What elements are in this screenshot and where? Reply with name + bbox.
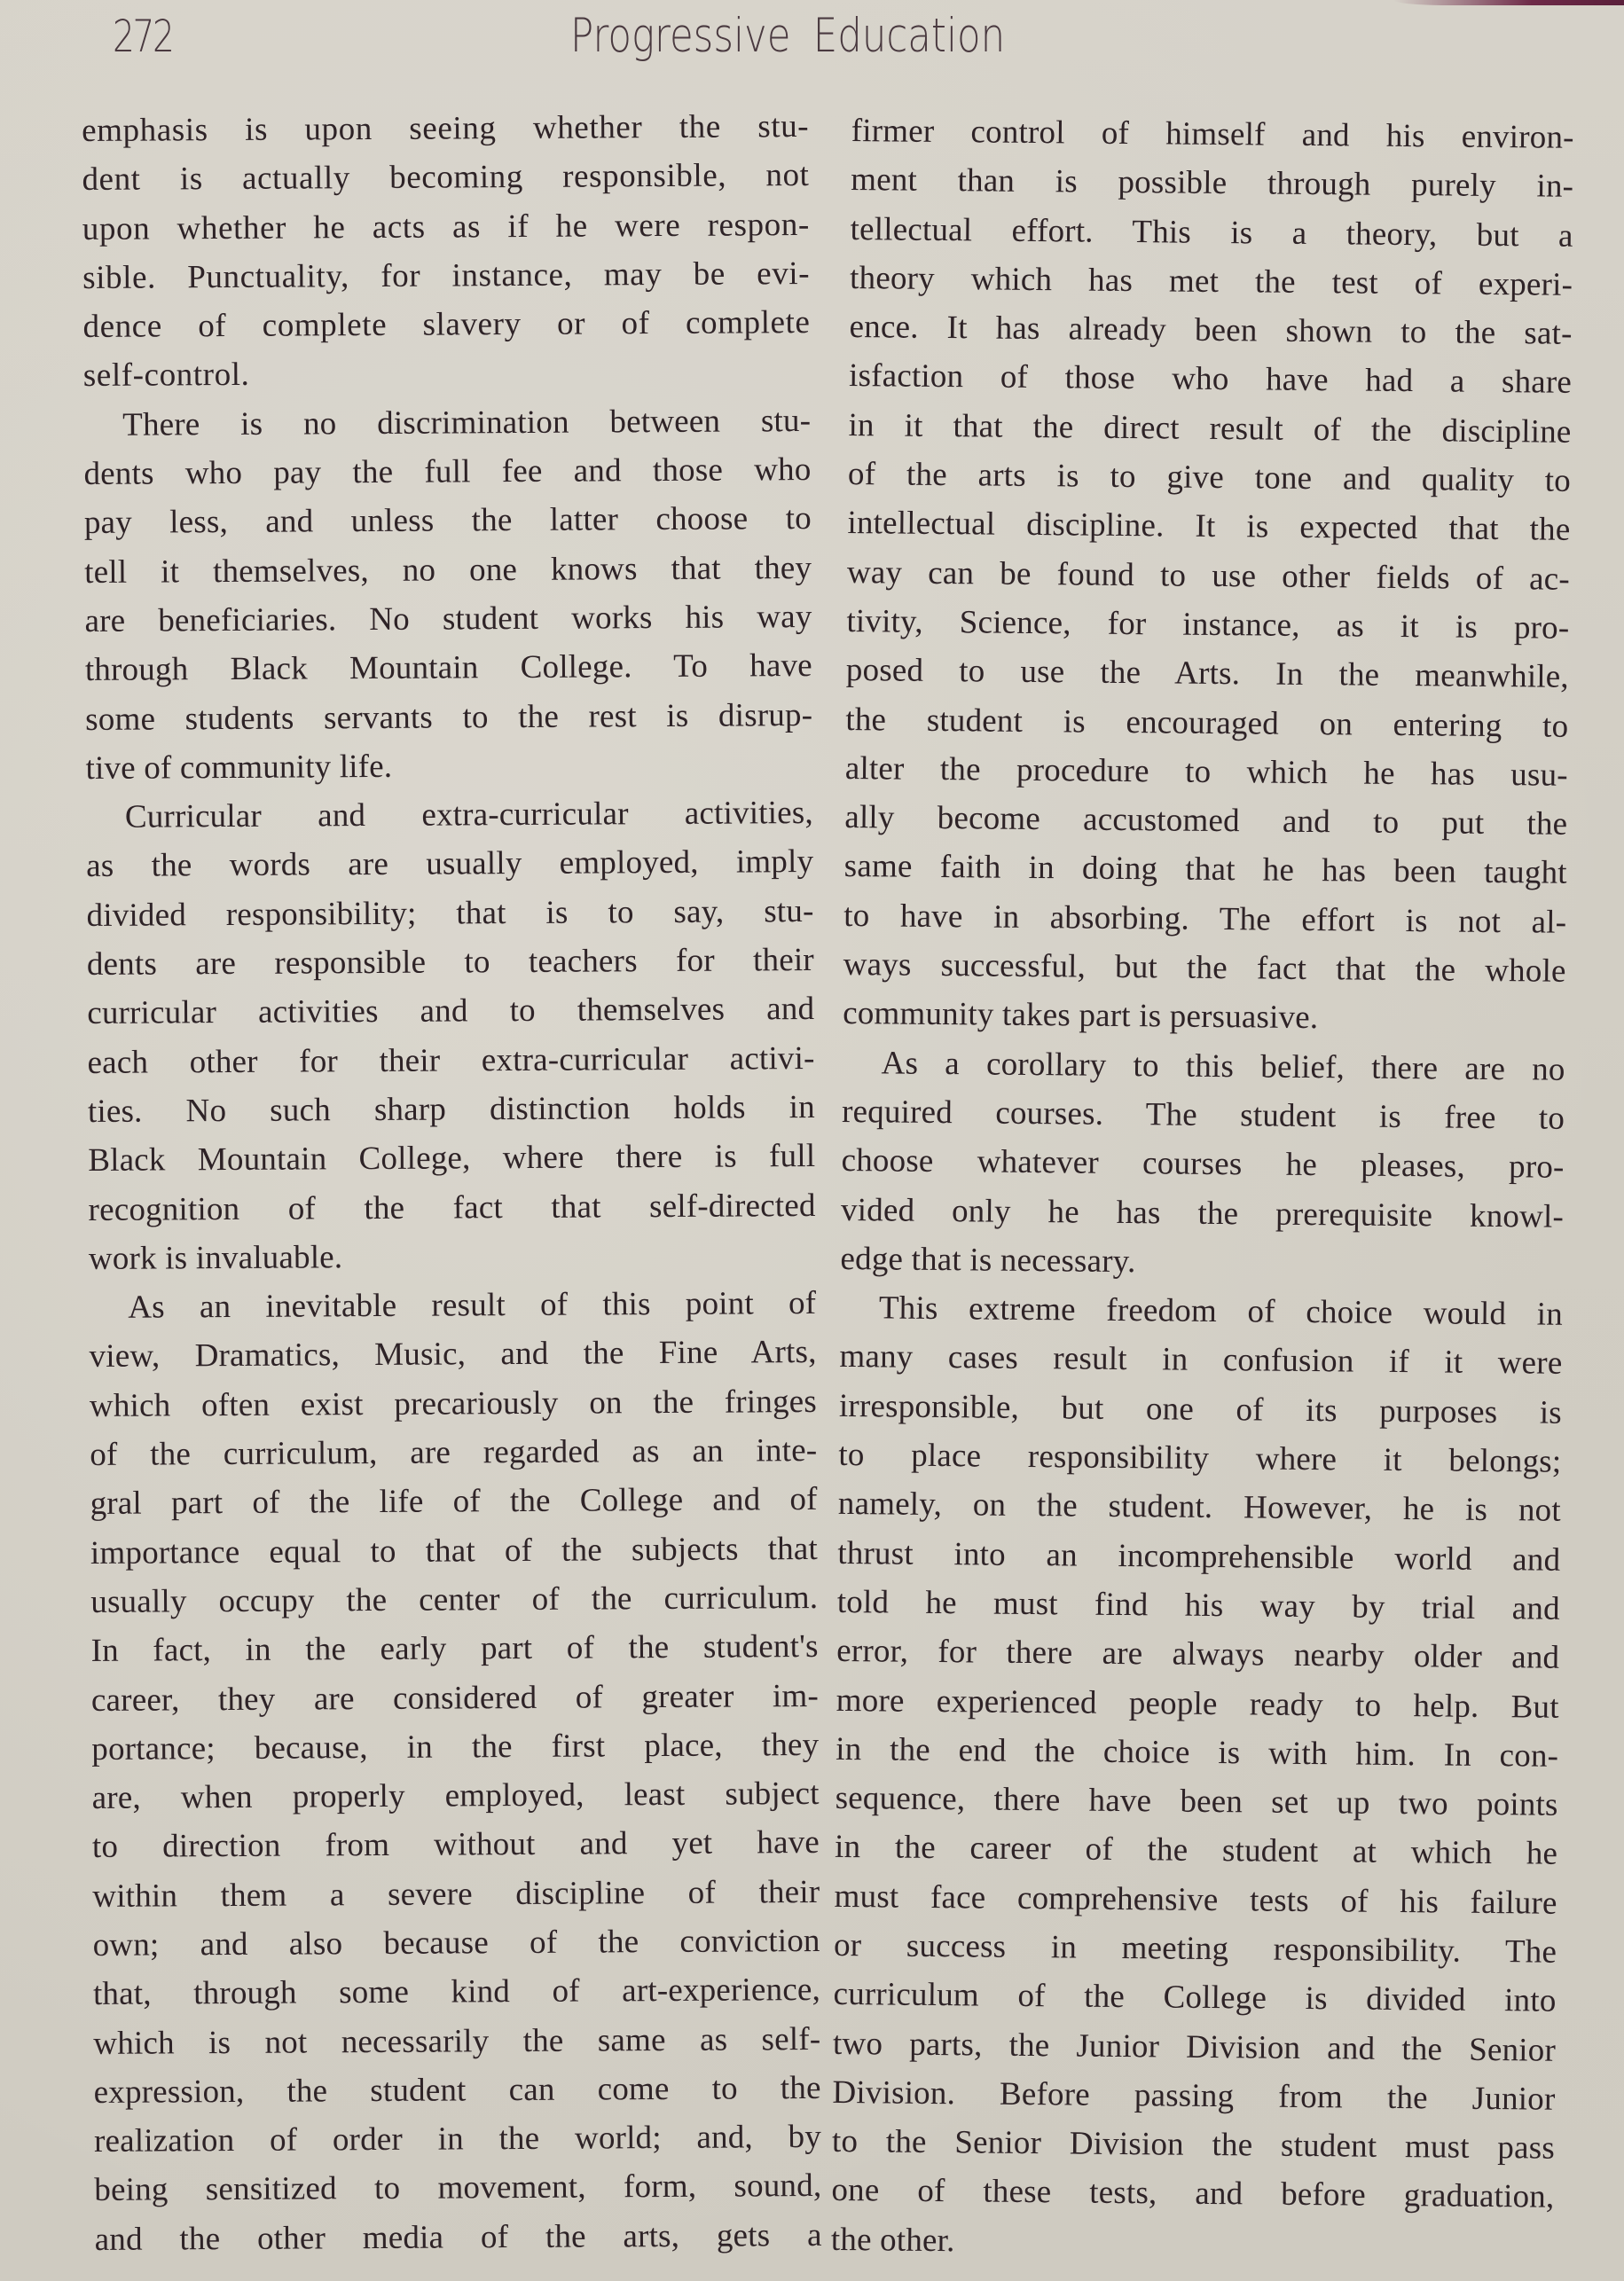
text-line: community takes part is persuasive. — [842, 995, 1319, 1037]
text-line: view, Dramatics, Music, and the Fine Arts, — [89, 1334, 817, 1376]
text-line: career, they are considered of greater im- — [90, 1677, 820, 1719]
text-line: choose whatever courses he pleases, pro- — [841, 1142, 1565, 1187]
text-line: to place responsibility where it belongs; — [838, 1436, 1562, 1480]
text-line: work is invaluable. — [88, 1239, 343, 1277]
text-line: In fact, in the early part of the student's — [90, 1628, 819, 1670]
paragraph-start-line: As an inevitable result of this point of — [128, 1285, 817, 1326]
text-line: in it that the direct result of the discipline — [848, 406, 1572, 451]
text-line: Black Mountain College, where there is full — [88, 1138, 816, 1180]
text-line: required courses. The student is free to — [841, 1093, 1565, 1137]
text-line: edge that is necessary. — [840, 1240, 1136, 1280]
text-line: error, for there are always nearby older and — [836, 1633, 1560, 1676]
journal-title: Progressive Education — [570, 9, 1006, 63]
text-line: through Black Mountain College. To have — [84, 647, 812, 689]
text-line: same faith in doing that he has been taught — [843, 848, 1567, 892]
text-line: usually occupy the center of the curriculum. — [90, 1579, 819, 1620]
text-line: as the words are usually employed, imply — [86, 843, 814, 885]
text-line: the student is encouraged on entering to — [845, 701, 1569, 745]
text-line: intellectual discipline. It is expected that the — [847, 505, 1571, 549]
text-line: importance equal to that of the subjects that — [90, 1530, 819, 1572]
page-number: 272 — [113, 11, 173, 62]
right-column — [831, 106, 1574, 2271]
text-line: emphasis is upon seeing whether the stu- — [82, 107, 810, 149]
text-line: must face comprehensive tests of his failure — [834, 1877, 1557, 1922]
text-line: divided responsibility; that is to say, stu- — [86, 892, 814, 934]
text-line: sequence, there have been set up two points — [835, 1780, 1558, 1823]
text-line: firmer control of himself and his environ- — [851, 112, 1574, 156]
text-line: to the Senior Division the student must pass — [831, 2123, 1556, 2167]
text-line: dent is actually becoming responsible, not — [82, 157, 810, 199]
text-line: dence of complete slavery or of complete — [82, 304, 811, 346]
text-line: dents are responsible to teachers for their — [86, 942, 815, 984]
text-line: some students servants to the rest is disrup- — [85, 696, 813, 738]
text-line: to direction from without and yet have — [91, 1824, 820, 1866]
text-line: vided only he has the prerequisite knowl- — [840, 1191, 1565, 1235]
text-line: tive of community life. — [85, 748, 393, 787]
text-line: gral part of the life of the College and of — [90, 1481, 818, 1523]
text-line: thrust into an incomprehensible world and — [837, 1534, 1561, 1579]
text-line: dents who pay the full fee and those who — [83, 451, 812, 493]
text-line: self-control. — [82, 357, 250, 395]
text-line: ence. It has already been shown to the sat- — [849, 309, 1573, 352]
paragraph-start-line: As a corollary to this belief, there are no — [881, 1045, 1565, 1088]
text-line: curriculum of the College is divided into — [833, 1976, 1557, 2020]
text-line: curricular activities and to themselves and — [87, 991, 815, 1032]
text-line: ways successful, but the fact that the whole — [843, 946, 1566, 990]
text-line: in the end the choice is with him. In con- — [836, 1730, 1559, 1775]
text-line: within them a severe discipline of their — [92, 1873, 820, 1915]
text-line: which is not necessarily the same as self- — [93, 2020, 821, 2062]
text-line: and the other media of the arts, gets a — [94, 2216, 822, 2258]
text-line: own; and also because of the conviction — [92, 1922, 820, 1964]
paragraph-start-line: This extreme freedom of choice would in — [878, 1289, 1564, 1333]
text-line: Division. Before passing from the Junior — [832, 2073, 1556, 2118]
text-line: expression, the student can come to the — [93, 2069, 821, 2111]
text-line: theory which has met the test of experi- — [849, 259, 1573, 303]
running-head — [0, 7, 1624, 69]
text-line: upon whether he acts as if he were respon- — [82, 206, 810, 247]
text-line: tell it themselves, no one knows that they — [84, 549, 812, 591]
text-line: tellectual effort. This is a theory, but a — [850, 210, 1573, 255]
text-line: in the career of the student at which he — [834, 1829, 1558, 1873]
text-line: are, when properly employed, least subject — [91, 1775, 820, 1817]
text-line: of the curriculum, are regarded as an inte- — [90, 1431, 818, 1473]
text-line: ties. No such sharp distinction holds in — [87, 1088, 816, 1130]
text-line: that, through some kind of art-experience, — [92, 1971, 821, 2013]
text-line: to have in absorbing. The effort is not al- — [843, 897, 1567, 941]
text-line: told he must find his way by trial and — [836, 1583, 1560, 1627]
text-line: tivity, Science, for instance, as it is pro- — [846, 602, 1570, 647]
text-line: which often exist precariously on the fringes — [89, 1383, 818, 1424]
text-line: are beneficiaries. No student works his way — [84, 598, 812, 639]
text-line: pay less, and unless the latter choose to — [83, 500, 812, 542]
text-line: many cases result in confusion if it were — [839, 1338, 1563, 1383]
text-line: posed to use the Arts. In the meanwhile, — [845, 652, 1570, 696]
text-line: of the arts is to give tone and quality to — [847, 456, 1572, 499]
text-line: sible. Punctuality, for instance, may be evi- — [82, 255, 811, 296]
text-line: being sensitized to movement, form, sound, — [94, 2167, 822, 2209]
left-column — [82, 102, 822, 2264]
text-line: recognition of the fact that self-directed — [88, 1187, 816, 1228]
text-line: two parts, the Junior Division and the Senior — [832, 2025, 1557, 2069]
text-line: way can be found to use other fields of ac- — [846, 553, 1571, 598]
text-line: one of these tests, and before graduation, — [831, 2172, 1555, 2216]
text-line: the other. — [830, 2221, 955, 2259]
text-line: each other for their extra-curricular activi- — [87, 1039, 815, 1081]
paragraph-start-line: There is no discrimination between stu- — [122, 402, 812, 443]
text-line: namely, on the student. However, he is not — [837, 1485, 1562, 1530]
text-line: more experienced people ready to help. But — [836, 1681, 1559, 1726]
text-line: ally become accustomed and to put the — [844, 799, 1568, 843]
text-line: or success in meeting responsibility. The — [833, 1926, 1557, 1971]
text-line: alter the procedure to which he has usu- — [844, 749, 1568, 794]
text-line: realization of order in the world; and, by — [93, 2119, 822, 2160]
page-edge-shadow — [1393, 0, 1624, 5]
text-line: isfaction of those who have had a share — [848, 357, 1573, 402]
text-line: ment than is possible through purely in- — [851, 161, 1574, 206]
text-line: irresponsible, but one of its purposes is — [838, 1387, 1563, 1431]
paragraph-start-line: Curricular and extra-curricular activities, — [124, 795, 814, 835]
text-line: portance; because, in the first place, they — [91, 1726, 820, 1768]
